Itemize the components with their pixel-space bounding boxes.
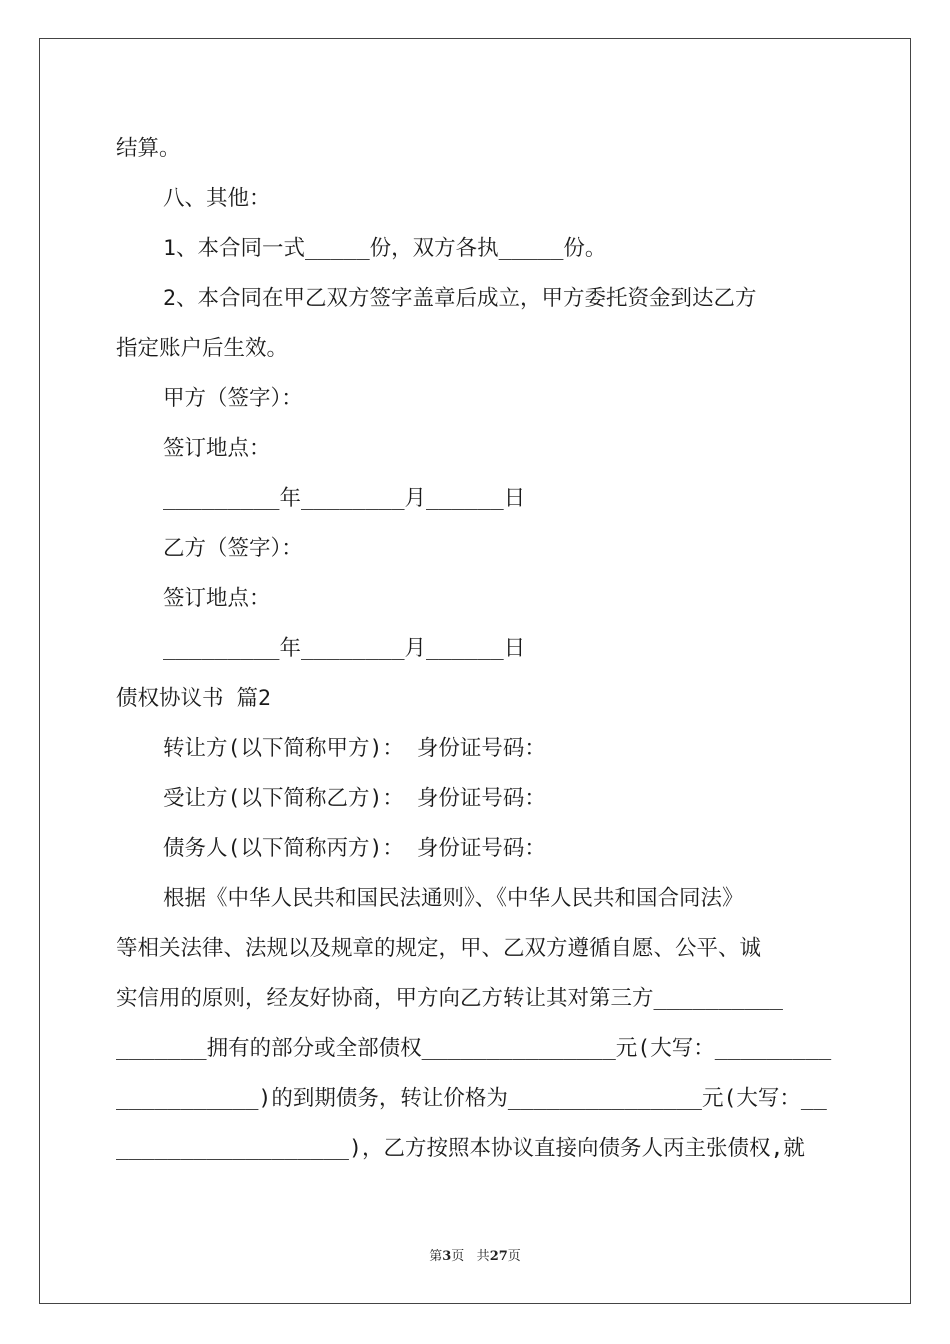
text-line: __________________)，乙方按照本协议直接向债务人丙主张债权,就 xyxy=(116,1136,805,1161)
current-page-number: 3 xyxy=(442,1249,452,1264)
party-line-transferee: 受让方(以下简称乙方)： 身份证号码： xyxy=(163,786,546,811)
signing-place-line: 签订地点： xyxy=(163,436,271,461)
footer-prefix: 第 xyxy=(429,1249,443,1264)
footer-page-unit: 页 xyxy=(451,1249,465,1264)
text-line: _______拥有的部分或全部债权_______________元(大写：_________ xyxy=(116,1036,832,1061)
signature-line-party-b: 乙方（签字）： xyxy=(163,536,303,561)
page-footer xyxy=(0,1248,950,1266)
party-line-debtor: 债务人(以下简称丙方)： 身份证号码： xyxy=(163,836,546,861)
text-line: 1、本合同一式_____份，双方各执_____份。 xyxy=(163,236,607,261)
footer-total-prefix: 共 xyxy=(476,1249,490,1264)
text-line: 实信用的原则，经友好协商，甲方向乙方转让其对第三方__________ xyxy=(116,986,783,1011)
signature-line-party-a: 甲方（签字）： xyxy=(163,386,303,411)
text-line: 等相关法律、法规以及规章的规定，甲、乙双方遵循自愿、公平、诚 xyxy=(116,936,762,961)
text-line: ___________)的到期债务，转让价格为_______________元(大写：__ xyxy=(116,1086,827,1111)
party-line-transferor: 转让方(以下简称甲方)： 身份证号码： xyxy=(163,736,546,761)
page-border xyxy=(39,38,911,1304)
text-line: 2、本合同在甲乙双方签字盖章后成立，甲方委托资金到达乙方 xyxy=(163,286,757,311)
date-blank-line: _________年________月______日 xyxy=(163,486,526,511)
document-title: 债权协议书 篇2 xyxy=(116,686,271,711)
date-blank-line: _________年________月______日 xyxy=(163,636,526,661)
signing-place-line: 签订地点： xyxy=(163,586,271,611)
text-line: 结算。 xyxy=(116,136,181,161)
text-line: 指定账户后生效。 xyxy=(116,336,289,361)
section-heading: 八、其他： xyxy=(163,186,271,211)
text-line: 根据《中华人民共和国民法通则》、《中华人民共和国合同法》 xyxy=(163,886,744,911)
total-page-count: 27 xyxy=(489,1249,508,1264)
footer-total-unit: 页 xyxy=(507,1249,521,1264)
